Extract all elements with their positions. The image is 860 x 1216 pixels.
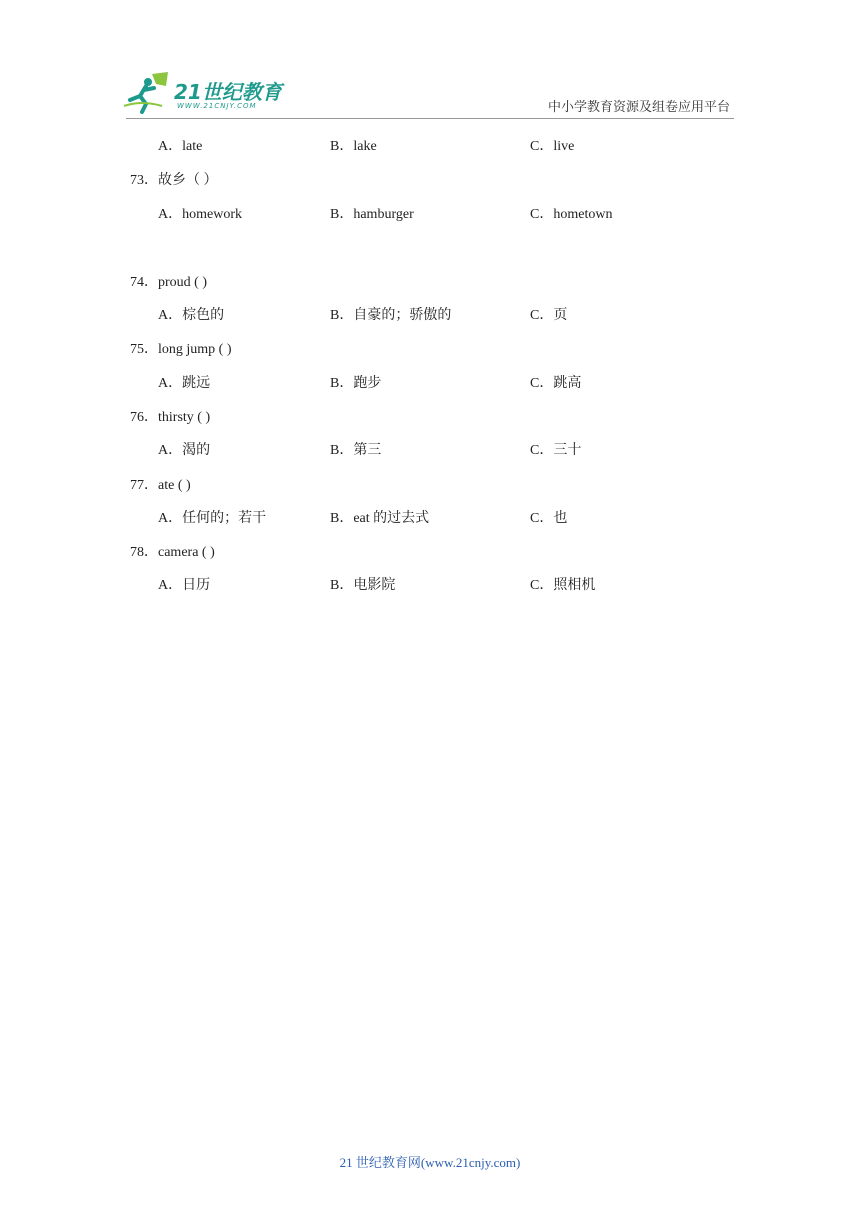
question-stem: 76．thirsty ( ) [130,410,211,425]
page-footer: 21 世纪教育网(www.21cnjy.com) [339,1155,521,1170]
header-tagline: 中小学教育资源及组卷应用平台 [547,99,730,114]
header-divider [126,118,734,119]
prev-option-a: A．late [158,139,203,154]
site-logo [122,70,292,114]
option-b: B．电影院 [330,578,396,593]
runner-icon [122,70,178,114]
option-a: A．任何的；若干 [158,511,267,526]
question-stem: 78．camera ( ) [130,545,215,560]
option-b: B．hamburger [330,207,414,222]
question-stem: 77．ate ( ) [130,478,191,493]
logo-text: 21世纪教育 [174,80,282,104]
option-b: B．跑步 [330,376,382,391]
option-b: B．eat 的过去式 [330,511,430,526]
option-c: C．也 [530,511,568,526]
option-a: A．日历 [158,578,211,593]
option-c: C．跳高 [530,376,582,391]
option-c: C．页 [530,308,568,323]
option-a: A．渴的 [158,443,211,458]
option-b: B．自豪的；骄傲的 [330,308,452,323]
option-a: A．棕色的 [158,308,225,323]
option-c: C．三十 [530,443,582,458]
option-a: A．homework [158,207,242,222]
prev-option-b: B．lake [330,139,377,154]
option-c: C．hometown [530,207,613,222]
page-header [0,0,860,130]
question-stem: 73．故乡（ ） [130,173,218,188]
prev-option-c: C．live [530,139,575,154]
option-a: A．跳远 [158,376,211,391]
logo-url: WWW.21CNJY.COM [177,102,257,110]
option-b: B．第三 [330,443,382,458]
question-stem: 74．proud ( ) [130,275,207,290]
option-c: C．照相机 [530,578,596,593]
question-stem: 75．long jump ( ) [130,342,232,357]
